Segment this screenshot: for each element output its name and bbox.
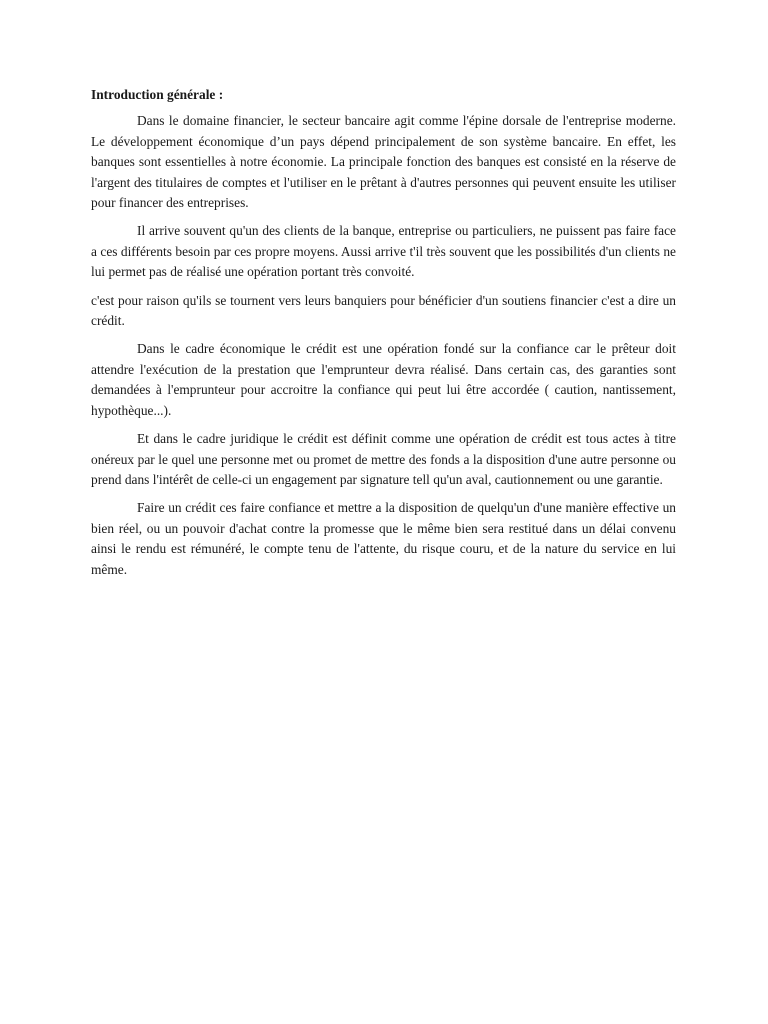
- document-page: [91, 85, 676, 588]
- paragraph-4: Dans le cadre économique le crédit est une opération fondé sur la confiance car le prêteur doit attendre l'exécution de la prestation que l'emprunteur devra réalisé. Dans certain cas, des garanties sont demandées à l'emprunteur pour accroitre la confiance qui peut lui être accordée ( caution, nantissement, hypothèque...).: [91, 341, 676, 418]
- paragraph-3: c'est pour raison qu'ils se tournent vers leurs banquiers pour bénéficier d'un soutiens financier c'est a dire un crédit.: [91, 292, 676, 329]
- paragraph-1: Dans le domaine financier, le secteur bancaire agit comme l'épine dorsale de l'entreprise moderne. Le développement économique d’un pays dépend principalement de son système bancaire. En effet, les banques sont essentielles à notre économie. La principale fonction des banques est consisté en la réserve de l'argent des titulaires de comptes et l'utiliser en le prêtant à d'autres personnes qui peuvent ensuite les utiliser pour financer des entreprises.: [91, 113, 676, 211]
- paragraph-6: Faire un crédit ces faire confiance et mettre a la disposition de quelqu'un d'une manière effective un bien réel, ou un pouvoir d'achat contre la promesse que le même bien sera restitué dans un délai convenu ainsi le rendu est rémunéré, le compte tenu de l'attente, du risque couru, et de la nature du service en lui même.: [91, 500, 676, 577]
- section-heading: Introduction générale :: [91, 87, 224, 102]
- paragraph-2: Il arrive souvent qu'un des clients de la banque, entreprise ou particuliers, ne puissent pas faire face a ces différents besoin par ces propre moyens. Aussi arrive t'il très souvent que les possibilités d'un clients ne lui permet pas de réalisé une opération portant très convoité.: [91, 223, 676, 280]
- paragraph-5: Et dans le cadre juridique le crédit est définit comme une opération de crédit est tous actes à titre onéreux par le quel une personne met ou promet de mettre des fonds a la disposition d'une autre personne ou prend dans l'intérêt de celle-ci un engagement par signature tell qu'un aval, cautionnement ou une garantie.: [91, 431, 676, 487]
